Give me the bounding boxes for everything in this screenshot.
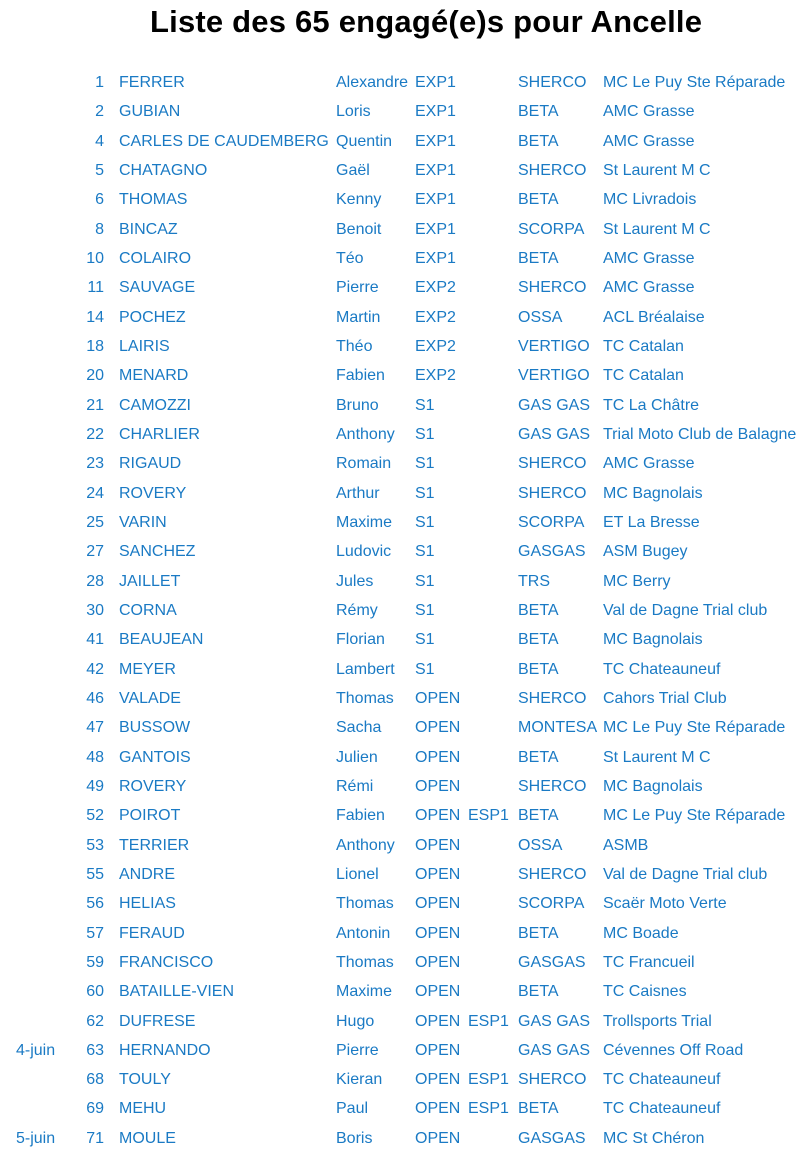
entry-brand: BETA <box>518 132 559 150</box>
entry-category: OPEN <box>415 719 461 737</box>
entry-last-name: MOULE <box>119 1129 176 1147</box>
entry-first-name: Benoit <box>336 220 382 238</box>
entry-first-name: Julien <box>336 748 378 766</box>
entry-brand: GAS GAS <box>518 396 591 414</box>
entry-date: 4-juin <box>16 1041 56 1059</box>
entry-first-name: Bruno <box>336 396 379 414</box>
entry-category: OPEN <box>415 924 461 942</box>
entry-category: S1 <box>415 543 435 561</box>
list-item <box>0 362 800 391</box>
entry-number: 41 <box>86 631 104 649</box>
entry-extra-category: ESP1 <box>468 807 509 825</box>
entry-category: S1 <box>415 631 435 649</box>
entry-category: EXP1 <box>415 220 456 238</box>
entry-category: OPEN <box>415 748 461 766</box>
entry-brand: GAS GAS <box>518 1041 591 1059</box>
entry-last-name: CHARLIER <box>119 425 200 443</box>
entry-last-name: MENARD <box>119 367 189 385</box>
entry-number: 42 <box>86 660 104 678</box>
entry-brand: BETA <box>518 103 559 121</box>
entry-brand: BETA <box>518 660 559 678</box>
entry-number: 20 <box>86 367 104 385</box>
entry-category: OPEN <box>415 1071 461 1089</box>
entry-brand: GAS GAS <box>518 425 591 443</box>
entry-last-name: FRANCISCO <box>119 953 214 971</box>
entry-first-name: Paul <box>336 1100 369 1118</box>
entry-last-name: BATAILLE-VIEN <box>119 983 234 1001</box>
entry-club: St Laurent M C <box>603 161 711 179</box>
entry-first-name: Téo <box>336 249 364 267</box>
entry-number: 23 <box>86 455 104 473</box>
entry-brand: MONTESA <box>518 719 598 737</box>
entry-number: 52 <box>86 807 104 825</box>
entry-category: S1 <box>415 396 435 414</box>
entry-number: 53 <box>86 836 104 854</box>
entry-first-name: Lionel <box>336 865 379 883</box>
entry-number: 22 <box>86 425 104 443</box>
list-item <box>0 421 800 450</box>
entry-club: TC Francueil <box>603 953 695 971</box>
entry-first-name: Rémy <box>336 601 378 619</box>
entry-category: OPEN <box>415 983 461 1001</box>
entry-last-name: DUFRESE <box>119 1012 196 1030</box>
list-item <box>0 480 800 509</box>
entry-first-name: Thomas <box>336 895 394 913</box>
entry-club: TC Chateauneuf <box>603 1100 721 1118</box>
entry-category: OPEN <box>415 777 461 795</box>
entry-last-name: SANCHEZ <box>119 543 196 561</box>
entry-club: MC Le Puy Ste Réparade <box>603 807 786 825</box>
entry-brand: BETA <box>518 631 559 649</box>
entry-brand: BETA <box>518 601 559 619</box>
list-item <box>0 773 800 802</box>
entry-last-name: JAILLET <box>119 572 181 590</box>
entry-first-name: Arthur <box>336 484 380 502</box>
entry-last-name: ROVERY <box>119 484 187 502</box>
entry-club: AMC Grasse <box>603 249 695 267</box>
entry-last-name: ROVERY <box>119 777 187 795</box>
entry-first-name: Maxime <box>336 983 393 1001</box>
entry-club: MC Berry <box>603 572 671 590</box>
entry-first-name: Ludovic <box>336 543 392 561</box>
entry-number: 49 <box>86 777 104 795</box>
list-item <box>0 450 800 479</box>
entry-number: 28 <box>86 572 104 590</box>
list-item <box>0 274 800 303</box>
entry-club: St Laurent M C <box>603 220 711 238</box>
entry-first-name: Antonin <box>336 924 391 942</box>
list-item <box>0 802 800 831</box>
entry-category: S1 <box>415 425 435 443</box>
list-item <box>0 744 800 773</box>
list-item <box>0 714 800 743</box>
entry-last-name: LAIRIS <box>119 337 170 355</box>
entry-category: S1 <box>415 455 435 473</box>
entry-number: 4 <box>95 132 104 150</box>
entry-club: ET La Bresse <box>603 513 700 531</box>
entry-brand: BETA <box>518 1100 559 1118</box>
entry-number: 46 <box>86 689 104 707</box>
entry-brand: VERTIGO <box>518 337 590 355</box>
entry-number: 48 <box>86 748 104 766</box>
entry-brand: BETA <box>518 191 559 209</box>
entry-last-name: VARIN <box>119 513 167 531</box>
entry-category: OPEN <box>415 807 461 825</box>
entry-last-name: MEHU <box>119 1100 167 1118</box>
list-item <box>0 568 800 597</box>
entry-number: 14 <box>86 308 104 326</box>
entry-last-name: CORNA <box>119 601 177 619</box>
entry-last-name: SAUVAGE <box>119 279 196 297</box>
entry-category: OPEN <box>415 1041 461 1059</box>
list-item <box>0 157 800 186</box>
list-item <box>0 890 800 919</box>
entry-first-name: Sacha <box>336 719 382 737</box>
list-item <box>0 1037 800 1066</box>
entry-category: EXP2 <box>415 337 456 355</box>
entry-last-name: TOULY <box>119 1071 171 1089</box>
entry-club: AMC Grasse <box>603 132 695 150</box>
entry-brand: BETA <box>518 249 559 267</box>
entry-number: 21 <box>86 396 104 414</box>
entry-club: MC Bagnolais <box>603 777 703 795</box>
entry-extra-category: ESP1 <box>468 1100 509 1118</box>
entry-brand: BETA <box>518 807 559 825</box>
list-item <box>0 597 800 626</box>
entry-club: MC St Chéron <box>603 1129 705 1147</box>
list-item <box>0 920 800 949</box>
entry-brand: TRS <box>518 572 550 590</box>
entry-number: 55 <box>86 865 104 883</box>
entry-club: Scaër Moto Verte <box>603 895 727 913</box>
list-item <box>0 186 800 215</box>
list-item <box>0 98 800 127</box>
entry-club: Val de Dagne Trial club <box>603 601 768 619</box>
list-item <box>0 1066 800 1095</box>
entry-club: Trial Moto Club de Balagne <box>603 425 797 443</box>
entry-category: S1 <box>415 513 435 531</box>
list-item <box>0 392 800 421</box>
entry-category: EXP1 <box>415 161 456 179</box>
list-item <box>0 1125 800 1154</box>
entry-club: TC Caisnes <box>603 983 687 1001</box>
entry-category: OPEN <box>415 1012 461 1030</box>
entry-club: MC Boade <box>603 924 679 942</box>
entry-category: OPEN <box>415 836 461 854</box>
entry-first-name: Maxime <box>336 513 393 531</box>
entry-category: EXP1 <box>415 74 456 91</box>
entry-category: EXP1 <box>415 191 456 209</box>
entry-first-name: Rémi <box>336 777 374 795</box>
entry-brand: SCORPA <box>518 220 585 238</box>
entry-category: EXP2 <box>415 367 456 385</box>
entry-brand: GASGAS <box>518 543 586 561</box>
entry-last-name: CARLES DE CAUDEMBERG <box>119 132 329 150</box>
entry-category: S1 <box>415 601 435 619</box>
entry-number: 6 <box>95 191 104 209</box>
entry-category: EXP2 <box>415 308 456 326</box>
entry-club: ASMB <box>603 836 649 854</box>
entry-date: 5-juin <box>16 1129 56 1147</box>
entry-brand: SHERCO <box>518 161 587 179</box>
entry-last-name: BINCAZ <box>119 220 178 238</box>
entry-last-name: ANDRE <box>119 865 176 883</box>
entry-first-name: Alexandre <box>336 74 409 91</box>
list-item <box>0 245 800 274</box>
entry-club: TC Chateauneuf <box>603 660 721 678</box>
entry-club: Trollsports Trial <box>603 1012 712 1030</box>
entry-brand: GASGAS <box>518 953 586 971</box>
entry-club: Val de Dagne Trial club <box>603 865 768 883</box>
entry-brand: GAS GAS <box>518 1012 591 1030</box>
entry-first-name: Gaël <box>336 161 370 179</box>
list-item <box>0 1095 800 1124</box>
list-item <box>0 304 800 333</box>
entry-club: St Laurent M C <box>603 748 711 766</box>
entry-first-name: Kenny <box>336 191 382 209</box>
entry-club: TC La Châtre <box>603 396 700 414</box>
entry-brand: GASGAS <box>518 1129 586 1147</box>
entry-last-name: TERRIER <box>119 836 190 854</box>
entry-first-name: Romain <box>336 455 392 473</box>
list-item <box>0 1008 800 1037</box>
entry-first-name: Martin <box>336 308 381 326</box>
entry-category: S1 <box>415 572 435 590</box>
entry-number: 60 <box>86 983 104 1001</box>
entry-last-name: FERAUD <box>119 924 185 942</box>
entry-category: S1 <box>415 660 435 678</box>
entry-category: EXP2 <box>415 279 456 297</box>
entry-brand: SHERCO <box>518 689 587 707</box>
entry-first-name: Théo <box>336 337 373 355</box>
entry-list <box>0 69 800 1154</box>
entry-brand: SHERCO <box>518 279 587 297</box>
entry-last-name: THOMAS <box>119 191 188 209</box>
entry-brand: SHERCO <box>518 484 587 502</box>
entry-last-name: CAMOZZI <box>119 396 191 414</box>
entry-number: 5 <box>95 161 104 179</box>
entry-number: 57 <box>86 924 104 942</box>
entry-last-name: MEYER <box>119 660 176 678</box>
entry-last-name: HERNANDO <box>119 1041 211 1059</box>
entry-last-name: GUBIAN <box>119 103 181 121</box>
entry-club: MC Le Puy Ste Réparade <box>603 74 786 91</box>
entry-club: MC Bagnolais <box>603 631 703 649</box>
list-item <box>0 626 800 655</box>
entry-first-name: Quentin <box>336 132 393 150</box>
entry-club: TC Catalan <box>603 367 684 385</box>
entry-club: MC Livradois <box>603 191 697 209</box>
entry-last-name: HELIAS <box>119 895 176 913</box>
entry-brand: SCORPA <box>518 513 585 531</box>
entry-club: MC Le Puy Ste Réparade <box>603 719 786 737</box>
entry-brand: SHERCO <box>518 455 587 473</box>
entry-brand: BETA <box>518 924 559 942</box>
entry-brand: VERTIGO <box>518 367 590 385</box>
entry-last-name: BUSSOW <box>119 719 191 737</box>
entry-first-name: Boris <box>336 1129 373 1147</box>
list-item <box>0 832 800 861</box>
entry-last-name: CHATAGNO <box>119 161 208 179</box>
entry-club: Cahors Trial Club <box>603 689 727 707</box>
entry-last-name: POIROT <box>119 807 181 825</box>
entry-number: 24 <box>86 484 104 502</box>
entry-number: 47 <box>86 719 104 737</box>
entry-category: OPEN <box>415 865 461 883</box>
entry-category: EXP1 <box>415 249 456 267</box>
entry-number: 69 <box>86 1100 104 1118</box>
entry-first-name: Thomas <box>336 953 394 971</box>
entry-category: EXP1 <box>415 132 456 150</box>
entry-number: 11 <box>87 279 104 297</box>
entry-first-name: Jules <box>336 572 374 590</box>
entry-brand: SHERCO <box>518 1071 587 1089</box>
entry-brand: BETA <box>518 983 559 1001</box>
entry-number: 63 <box>86 1041 104 1059</box>
entry-category: OPEN <box>415 689 461 707</box>
entry-first-name: Fabien <box>336 367 385 385</box>
entry-number: 2 <box>95 103 104 121</box>
entry-first-name: Pierre <box>336 279 379 297</box>
entry-first-name: Lambert <box>336 660 395 678</box>
entry-club: AMC Grasse <box>603 455 695 473</box>
entry-number: 25 <box>86 513 104 531</box>
entry-club: ACL Bréalaise <box>603 308 705 326</box>
list-item <box>0 216 800 245</box>
entry-club: MC Bagnolais <box>603 484 703 502</box>
entry-club: AMC Grasse <box>603 103 695 121</box>
entry-category: OPEN <box>415 895 461 913</box>
entry-brand: SHERCO <box>518 74 587 91</box>
entry-category: OPEN <box>415 1129 461 1147</box>
entry-brand: SHERCO <box>518 865 587 883</box>
entry-first-name: Thomas <box>336 689 394 707</box>
entry-first-name: Anthony <box>336 425 395 443</box>
entry-last-name: FERRER <box>119 74 185 91</box>
entry-number: 56 <box>86 895 104 913</box>
entry-last-name: GANTOIS <box>119 748 191 766</box>
entry-category: OPEN <box>415 953 461 971</box>
entry-club: AMC Grasse <box>603 279 695 297</box>
entry-number: 8 <box>95 220 104 238</box>
page-title: Liste des 65 engagé(e)s pour Ancelle <box>150 4 703 39</box>
entry-club: TC Chateauneuf <box>603 1071 721 1089</box>
entry-first-name: Fabien <box>336 807 385 825</box>
entry-brand: SCORPA <box>518 895 585 913</box>
list-item <box>0 128 800 157</box>
list-item <box>0 949 800 978</box>
entry-category: EXP1 <box>415 103 456 121</box>
list-item <box>0 685 800 714</box>
entry-first-name: Hugo <box>336 1012 375 1030</box>
list-item <box>0 333 800 362</box>
entry-number: 71 <box>86 1129 104 1147</box>
entry-last-name: VALADE <box>119 689 181 707</box>
entry-first-name: Anthony <box>336 836 395 854</box>
entry-club: TC Catalan <box>603 337 684 355</box>
entry-brand: OSSA <box>518 836 563 854</box>
entry-last-name: RIGAUD <box>119 455 182 473</box>
entry-first-name: Pierre <box>336 1041 379 1059</box>
entry-brand: BETA <box>518 748 559 766</box>
entry-last-name: COLAIRO <box>119 249 192 267</box>
list-item <box>0 656 800 685</box>
entry-number: 10 <box>86 249 104 267</box>
entry-last-name: POCHEZ <box>119 308 186 326</box>
list-item <box>0 509 800 538</box>
list-item <box>0 861 800 890</box>
entry-club: Cévennes Off Road <box>603 1041 744 1059</box>
entry-extra-category: ESP1 <box>468 1012 509 1030</box>
entry-first-name: Loris <box>336 103 371 121</box>
entry-last-name: BEAUJEAN <box>119 631 204 649</box>
entry-number: 18 <box>86 337 104 355</box>
entry-number: 59 <box>86 953 104 971</box>
entry-first-name: Florian <box>336 631 385 649</box>
entry-number: 68 <box>86 1071 104 1089</box>
entry-number: 27 <box>86 543 104 561</box>
entry-extra-category: ESP1 <box>468 1071 509 1089</box>
list-item <box>0 538 800 567</box>
list-item <box>0 978 800 1007</box>
entry-brand: SHERCO <box>518 777 587 795</box>
entry-brand: OSSA <box>518 308 563 326</box>
entry-number: 62 <box>86 1012 104 1030</box>
entry-category: OPEN <box>415 1100 461 1118</box>
entry-club: ASM Bugey <box>603 543 688 561</box>
entry-number: 1 <box>95 74 104 91</box>
entry-first-name: Kieran <box>336 1071 383 1089</box>
entry-number: 30 <box>86 601 104 619</box>
entry-category: S1 <box>415 484 435 502</box>
list-item <box>0 69 800 98</box>
